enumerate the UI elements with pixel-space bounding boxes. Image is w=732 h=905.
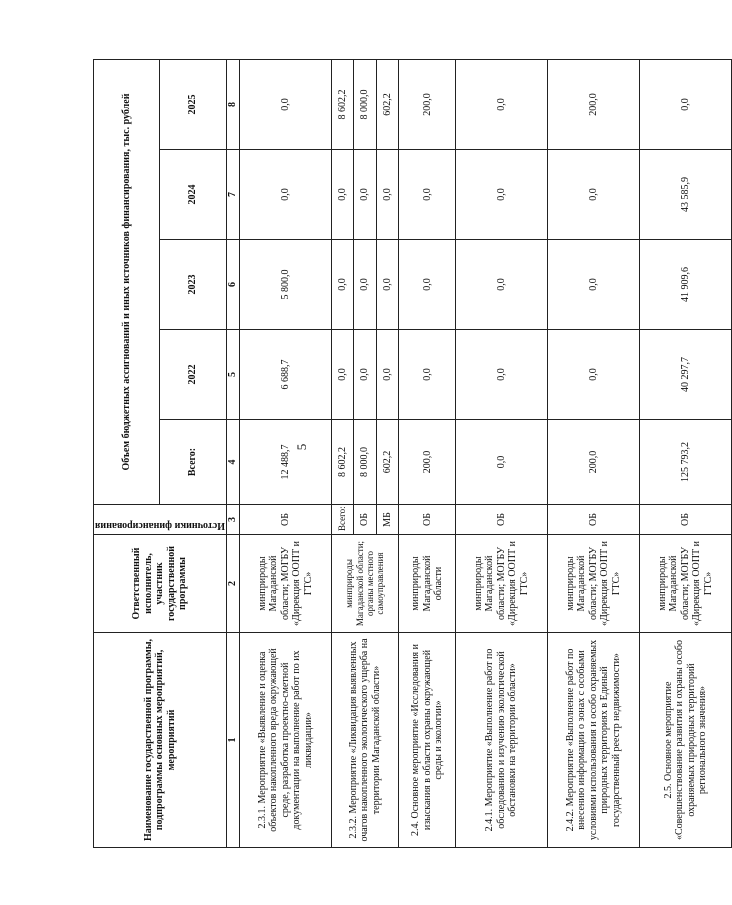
- colnum: 2: [226, 535, 239, 633]
- row-source: ОБ: [456, 505, 548, 535]
- row-source: ОБ: [354, 505, 376, 535]
- colnum: 6: [226, 240, 239, 330]
- header-name: Наименование государственной программы, подпрограммы основных мероприятий, мероприятий: [94, 633, 227, 848]
- row-name: 2.3.2. Мероприятие «Ликвидация выявленных очагов накопленного экологического ущерба на территории Магаданской области»: [331, 633, 398, 848]
- row-name: 2.4. Основное мероприятие «Исследования и изыскания в области охраны окружающей среды и экологии»: [399, 633, 456, 848]
- row-2024: 0,0: [376, 150, 399, 240]
- row-2025: 0,0: [239, 60, 331, 150]
- row-2024: 0,0: [354, 150, 376, 240]
- header-2023: 2023: [160, 240, 227, 330]
- row-2025: 200,0: [399, 60, 456, 150]
- header-2024: 2024: [160, 150, 227, 240]
- colnum: 7: [226, 150, 239, 240]
- row-2022: 0,0: [331, 330, 353, 420]
- row-source: МБ: [376, 505, 399, 535]
- colnum: 5: [226, 330, 239, 420]
- row-executor: минприроды Магаданской области; МОГБУ «Дирекция ООПТ и ГТС»: [640, 535, 732, 633]
- table-row: [331, 60, 353, 848]
- row-executor: минприроды Магаданской области; МОГБУ «Дирекция ООПТ и ГТС»: [548, 535, 640, 633]
- column-numbers-row: [226, 60, 239, 848]
- row-executor: минприроды Магаданской области; МОГБУ «Дирекция ООПТ и ГТС»: [456, 535, 548, 633]
- row-2022: 6 688,7: [239, 330, 331, 420]
- row-2022: 0,0: [548, 330, 640, 420]
- row-2022: 40 297,7: [640, 330, 732, 420]
- rotated-table-container: [93, 60, 714, 848]
- page-number: 5: [294, 443, 309, 451]
- row-2025: 8 000,0: [354, 60, 376, 150]
- table-row: [640, 60, 732, 848]
- colnum: 8: [226, 60, 239, 150]
- row-total: 200,0: [548, 420, 640, 505]
- row-source: Всего:: [331, 505, 353, 535]
- row-2023: 0,0: [399, 240, 456, 330]
- row-2024: 0,0: [456, 150, 548, 240]
- row-source: ОБ: [548, 505, 640, 535]
- row-2024: 0,0: [239, 150, 331, 240]
- table-row: [456, 60, 548, 848]
- row-2023: 5 800,0: [239, 240, 331, 330]
- header-funding-group: Объем бюджетных ассигнований и иных источников финансирования, тыс. рублей: [94, 60, 160, 505]
- row-2024: 0,0: [548, 150, 640, 240]
- header-executor: Ответственный исполнитель, участник государственной программы: [94, 535, 227, 633]
- row-2025: 602,2: [376, 60, 399, 150]
- row-2023: 0,0: [331, 240, 353, 330]
- row-total: 8 602,2: [331, 420, 353, 505]
- header-source-text: Источники финансирования: [95, 520, 225, 531]
- row-total: 602,2: [376, 420, 399, 505]
- row-name: 2.5. Основное мероприятие «Совершенствование развития и охраны особо охраняемых природных территорий регионального значения»: [640, 633, 732, 848]
- row-total: 0,0: [456, 420, 548, 505]
- row-2025: 200,0: [548, 60, 640, 150]
- colnum: 3: [226, 505, 239, 535]
- row-2023: 41 909,6: [640, 240, 732, 330]
- row-source: ОБ: [640, 505, 732, 535]
- row-2025: 0,0: [640, 60, 732, 150]
- row-2022: 0,0: [456, 330, 548, 420]
- row-2025: 8 602,2: [331, 60, 353, 150]
- row-executor: минприроды Магаданской области; органы местного самоуправления: [331, 535, 398, 633]
- row-2022: 0,0: [376, 330, 399, 420]
- row-name: 2.4.1. Мероприятие «Выполнение работ по обследованию и изучению экологической обстановки на территории области»: [456, 633, 548, 848]
- row-executor: минприроды Магаданской области: [399, 535, 456, 633]
- row-2022: 0,0: [399, 330, 456, 420]
- row-2024: 43 585,9: [640, 150, 732, 240]
- row-name: 2.3.1. Мероприятие «Выявление и оценка объектов накопленного вреда окружающей среде, разработка проектно-сметной документации на выполнение работ по их ликвидации»: [239, 633, 331, 848]
- header-2025: 2025: [160, 60, 227, 150]
- table-row: [548, 60, 640, 848]
- financing-table: [93, 59, 732, 848]
- table-row: [239, 60, 331, 848]
- header-source: [94, 505, 227, 535]
- row-source: ОБ: [399, 505, 456, 535]
- row-2022: 0,0: [354, 330, 376, 420]
- table-row: [399, 60, 456, 848]
- row-total: 125 793,2: [640, 420, 732, 505]
- row-total: 12 488,7: [239, 420, 331, 505]
- colnum: 4: [226, 420, 239, 505]
- row-source: ОБ: [239, 505, 331, 535]
- header-total: Всего:: [160, 420, 227, 505]
- colnum: 1: [226, 633, 239, 848]
- row-2024: 0,0: [331, 150, 353, 240]
- row-2025: 0,0: [456, 60, 548, 150]
- row-total: 8 000,0: [354, 420, 376, 505]
- row-name: 2.4.2. Мероприятие «Выполнение работ по внесению информации о зонах с особыми условиями использования и особо охраняемых природных территориях в Единый государственный реестр недвижимости»: [548, 633, 640, 848]
- row-2023: 0,0: [456, 240, 548, 330]
- header-2022: 2022: [160, 330, 227, 420]
- row-2023: 0,0: [354, 240, 376, 330]
- row-total: 200,0: [399, 420, 456, 505]
- row-2023: 0,0: [376, 240, 399, 330]
- row-executor: минприроды Магаданской области; МОГБУ «Дирекция ООПТ и ГТС»: [239, 535, 331, 633]
- row-2023: 0,0: [548, 240, 640, 330]
- row-2024: 0,0: [399, 150, 456, 240]
